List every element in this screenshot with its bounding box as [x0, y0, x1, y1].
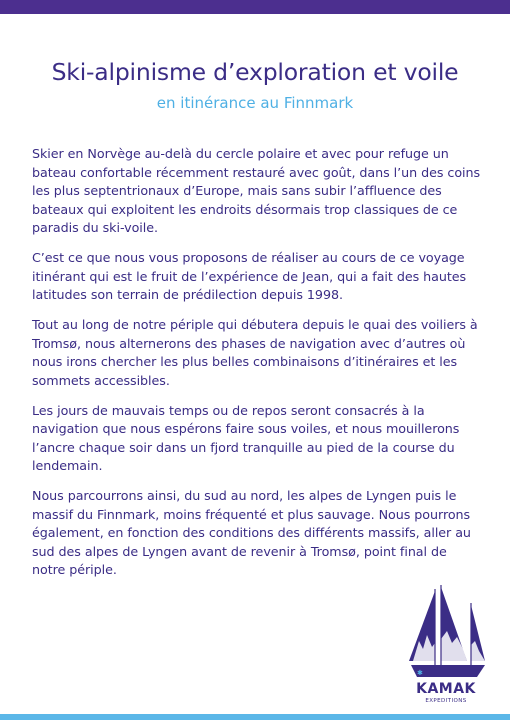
page-title: Ski-alpinisme d’exploration et voile	[51, 58, 459, 86]
paragraph: Tout au long de notre périple qui débutera depuis le quai des voiliers à Tromsø, nous alternerons des phases de navigation avec d’autres où nous irons chercher les plus belles combinaisons d’itinéraires et les sommets accessibles.	[32, 317, 478, 388]
paragraph: Nous parcourrons ainsi, du sud au nord, les alpes de Lyngen puis le massif du Finnmark, moins fréquenté et plus sauvage. Nous pourrons également, en fonction des conditions des différents massifs, aller au sud des alpes de Lyngen avant de revenir à Tromsø, point final de notre périple.	[32, 488, 471, 577]
sailboat-mountain-icon	[405, 585, 487, 685]
svg-text:✱: ✱	[417, 669, 423, 677]
body-text	[32, 145, 482, 591]
paragraph: Skier en Norvège au-delà du cercle polaire et avec pour refuge un bateau confortable récemment restauré avec goût, dans l’un des coins les plus septentrionaux d’Europe, mais sans subir l’affluence des bateaux qui exploitent les endroits désormais trop classiques de ce paradis du ski-voile.	[32, 146, 481, 235]
kamak-logo	[405, 585, 487, 710]
logo-brand-name: KAMAK	[416, 681, 476, 697]
logo-tagline: EXPEDITIONS	[425, 698, 467, 704]
bottom-accent-bar	[0, 714, 510, 720]
paragraph: C’est ce que nous vous proposons de réaliser au cours de ce voyage itinérant qui est le fruit de l’expérience de Jean, qui a fait des hautes latitudes son terrain de prédilection depuis 1998.	[32, 250, 467, 302]
paragraph: Les jours de mauvais temps ou de repos seront consacrés à la navigation que nous espérons faire sous voiles, et nous mouillerons l’ancre chaque soir dans un fjord tranquille au pied de la course du lendemain.	[32, 402, 460, 473]
page-subtitle: en itinérance au Finnmark	[156, 94, 354, 112]
top-accent-bar	[0, 0, 510, 14]
